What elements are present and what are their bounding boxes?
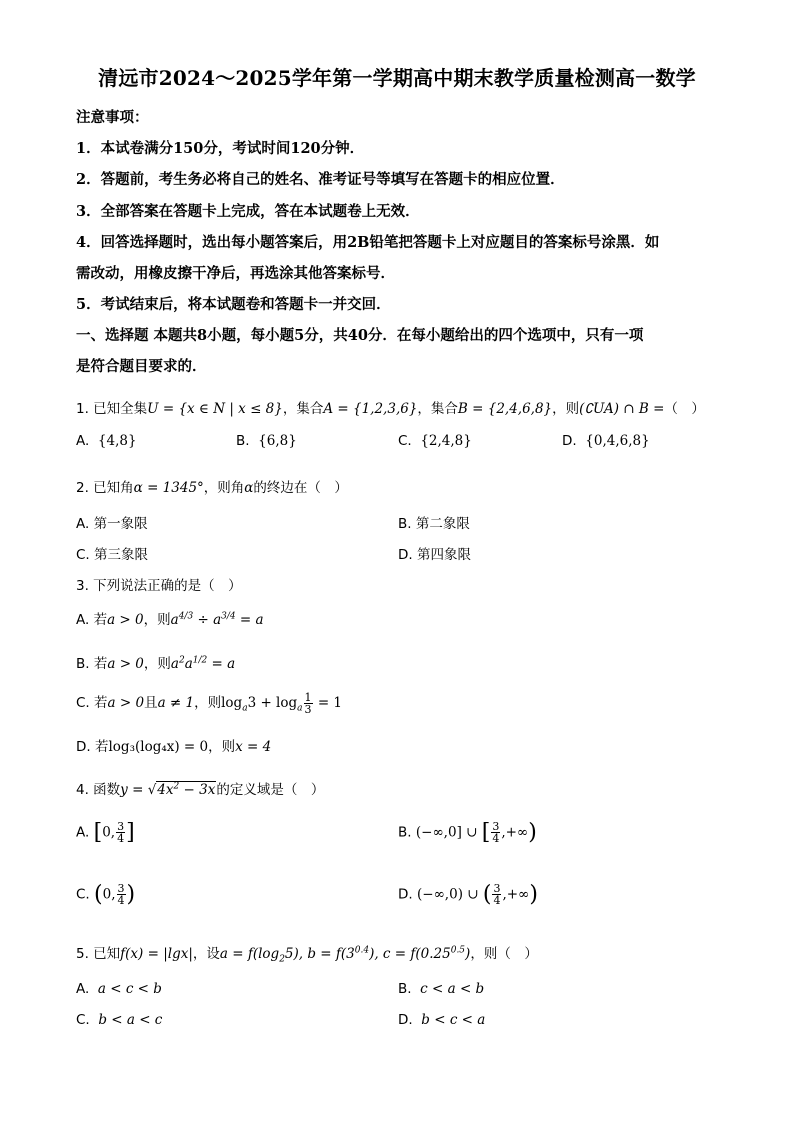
q2-option-b: B. 第二象限	[398, 516, 470, 532]
q5-option-a: A. a < c < b	[76, 981, 162, 997]
q1-set-u: U = {x ∈ N | x ≤ 8}	[147, 401, 283, 417]
q4-option-d: D. (−∞,0) ∪ ( $\frac{3}{4}$ ,+∞)	[398, 882, 538, 907]
q4-option-c: C. (0, $\frac{3}{4}$ )	[76, 882, 136, 907]
notice-item-5: 5．考试结束后，将本试题卷和答题卡一并交回．	[76, 296, 391, 313]
q2-angle: α = 1345°	[133, 480, 204, 496]
q5-option-c: C. b < a < c	[76, 1012, 163, 1028]
q1-prefix: 1. 已知全集	[76, 401, 148, 417]
q3-option-c: C. 若a > 0且a ≠ 1，则$\log_a3 + \log_a$ $\frac{1}{3}$ = 1	[76, 690, 343, 716]
exam-title: 清远市2024～2025学年第一学期高中期末教学质量检测高一数学	[98, 66, 696, 90]
q2-option-d: D. 第四象限	[398, 547, 471, 563]
q5-definitions: $a = f(\log_25)$, $b = f(3^{0.4})$, $c = f(0.25^{0.5})$	[219, 945, 471, 965]
question-4-stem: 4. 函数$y = √4x^2 - 3x$的定义域是（ ）	[76, 781, 325, 798]
q2-option-c: C. 第三象限	[76, 547, 149, 563]
q1-mid3: ，则	[552, 401, 580, 417]
q1-option-c: C. {2,4,8}	[398, 433, 472, 449]
q1-answer-paren: （ ）	[664, 401, 705, 417]
question-2-stem: 2. 已知角α = 1345°，则角α的终边在（ ）	[76, 480, 348, 496]
q5-function: f(x) = |lgx|	[120, 946, 193, 962]
notice-item-1: 1．本试卷满分150分，考试时间120分钟．	[76, 140, 365, 157]
notice-heading: 注意事项：	[76, 109, 149, 126]
q4-option-b: B. (−∞,0] ∪ [ $\frac{3}{4}$ ,+∞)	[398, 820, 537, 845]
q4-function: $y = √4x^2 - 3x$	[120, 781, 216, 798]
notice-item-4-cont: 需改动，用橡皮擦干净后，再选涂其他答案标号．	[76, 265, 395, 282]
notice-item-4: 4．回答选择题时，选出每小题答案后，用2B铅笔把答题卡上对应题目的答案标号涂黑．如	[76, 234, 660, 251]
q1-mid1: ，集合	[282, 401, 324, 417]
q3-option-d: D. 若log₃(log₄x) = 0，则x = 4	[76, 739, 272, 755]
section-heading-line1: 一、选择题 本题共8小题，每小题5分，共40分．在每小题给出的四个选项中，只有一项	[76, 327, 644, 344]
question-1-stem	[76, 397, 705, 417]
q1-expression: (∁UA) ∩ B =	[579, 401, 665, 417]
question-5-stem: 5. 已知f(x) = |lgx|，设$a = f(\log_25)$, $b = f(3^{0.4})$, $c = f(0.25^{0.5})$，则（ ）	[76, 945, 538, 965]
q3-option-b: B. 若a > 0，则$a^2a^{1/2} = a$	[76, 655, 236, 672]
notice-item-2: 2．答题前，考生务必将自己的姓名、准考证号等填写在答题卡的相应位置．	[76, 171, 565, 188]
q5-option-b: B. c < a < b	[398, 981, 485, 997]
q1-option-b: B. {6,8}	[236, 433, 297, 449]
question-3-stem: 3. 下列说法正确的是（ ）	[76, 578, 242, 594]
q1-set-a: A = {1,2,3,6}	[323, 401, 418, 417]
q2-option-a: A. 第一象限	[76, 516, 148, 532]
q3-option-a: A. 若a > 0，则$a^{4/3} \div a^{3/4} = a$	[76, 611, 264, 628]
q5-option-d: D. b < c < a	[398, 1012, 486, 1028]
section-heading-line2: 是符合题目要求的．	[76, 358, 207, 375]
q1-option-a: A. {4,8}	[76, 433, 137, 449]
q1-option-d: D. {0,4,6,8}	[562, 433, 650, 449]
notice-item-3: 3．全部答案在答题卡上完成，答在本试题卷上无效．	[76, 203, 420, 220]
q1-mid2: ，集合	[417, 401, 458, 417]
q4-option-a: A. [0, $\frac{3}{4}$ ]	[76, 820, 135, 845]
q1-set-b: B = {2,4,6,8}	[457, 401, 553, 417]
